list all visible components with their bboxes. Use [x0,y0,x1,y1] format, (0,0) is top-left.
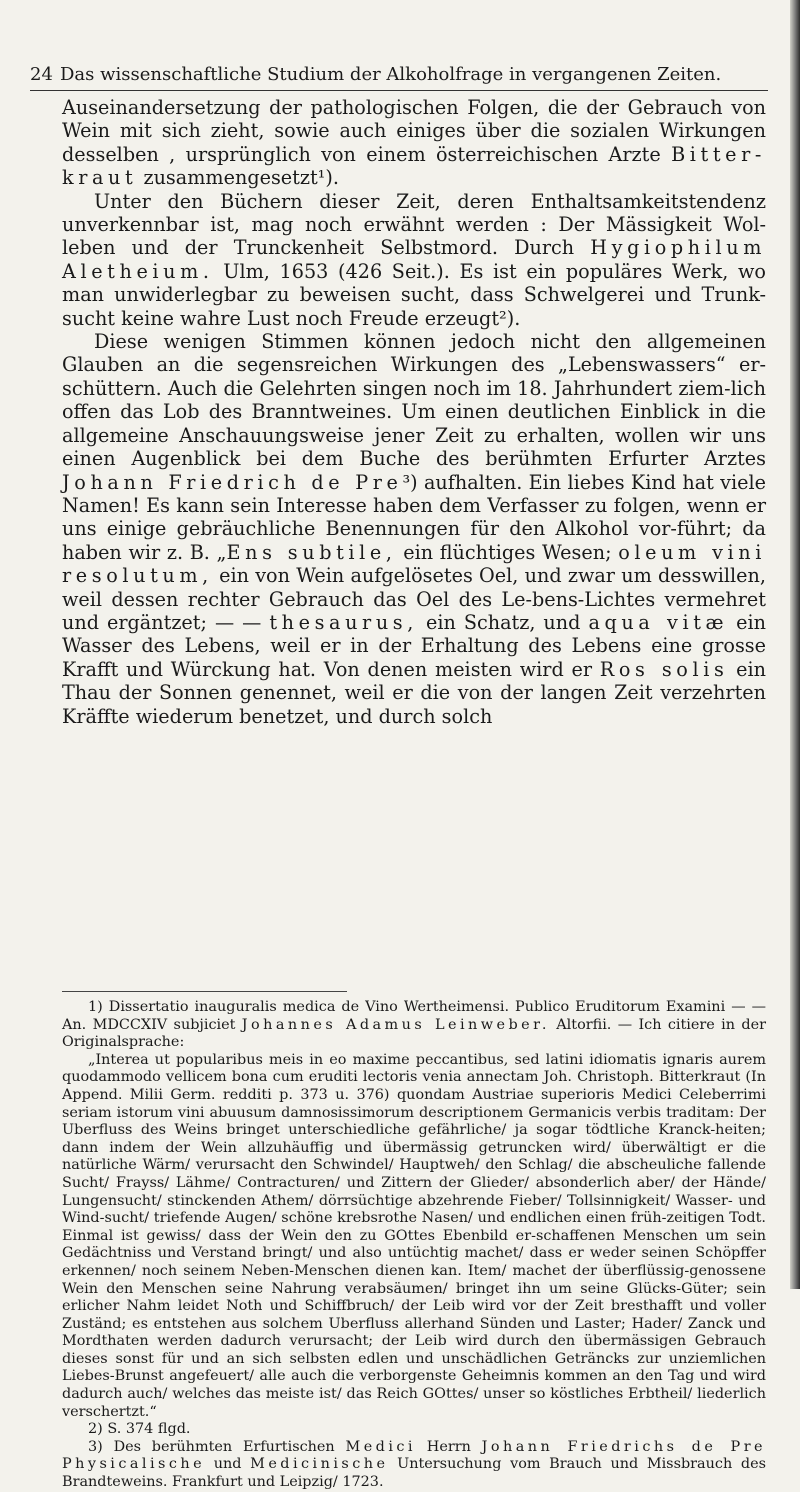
spaced-name: Hygiophilum Aletheium. [62,236,766,283]
running-title: Das wissenschaftliche Studium der Alkoholfrage in vergangenen Zeiten. [60,64,722,85]
text-run: Unter den Büchern dieser Zeit, deren Enthaltsamkeitstendenz unverkennbar ist, mag noch erwähnt werden : Der Mässigkeit Wol-leben und der Trunckenheit Selbstmord. Durch [62,189,766,260]
spaced-name: Bitter-kraut [62,142,766,190]
spaced-term: Medici [345,1438,416,1455]
text-run: Diese wenigen Stimmen können jedoch nicht den allgemeinen Glauben an die segensreichen Wirkungen des „Lebenswassers“ er-schüttern. Auch die Gelehrten singen noch im 18. Jahrhundert ziem-lich offen das Lob des Branntweines. Um einen deutlichen Einblick in die allgemeine Anschauungsweise jener Zeit zu erhalten, wollen wir uns einen Augenblick bei dem Buche des berühmten Erfurter Arztes [62,330,766,471]
footnote-1-quote: „Interea ut popularibus meis in eo maxime peccantibus, sed latini idiomatis ignaris aurem quodammodo vellicem bona cum eruditi lectoris venia annectam Joh. Christoph. Bitterkraut (In Append. Milii Germ. redditi p. 373 u. 376) quondam Austriae superioris Medici Celeberrimi seriam istorum vini abuusum damnosissimorum descriptionem Germanicis verbis traditam: Der Uberfluss des Weins bringet unterschiedliche gefährliche/ ja sogar tödtliche Kranck-heiten; dann indem der Wein allzuhäuffig und übermässig getruncken wird/ überwältigt er die natürliche Wärm/ verursacht den Schwindel/ Hauptweh/ den Schlag/ die abscheuliche fallende Sucht/ Frayss/ Lähme/ Contracturen/ und Zittern der Glieder/ absonderlich aber/ der Hände/ Lungensucht/ stinckenden Athem/ dörrsüchtige abzehrende Fieber/ Tollsinnigkeit/ Wasser- und Wind-sucht/ triefende Augen/ schöne krebsrothe Nasen/ und endlichen einen früh-zeitigen Todt. Einmal ist gewiss/ dass der Wein den zu GOttes Ebenbild er-schaffenen Menschen um sein Gedächtniss und Verstand bringt/ und also untüchtig machet/ dass er weder seinen Schöpffer erkennen/ noch seinem Neben-Menschen dienen kan. Item/ machet der überflüssig-genossene Wein den Menschen seine Nahrung verabsäumen/ bringet ihn um seine Glücks-Güter; sein erlicher Nahm leidet Noth und Schiffbruch/ der Leib wird vor der Zeit bresthafft und voller Zuständ; es entstehen aus solchem Uberfluss allerhand Sünden und Laster; Hader/ Zanck und Mordthaten werden dadurch verursacht; der Leib wird durch den übermässigen Gebrauch dieses sonst für und an sich selbsten edlen und unschädlichen Geträncks zur unziemlichen Liebes-Brunst angefeuert/ alle auch die verborgenste Geheimnis kommen an den Tag und wird dadurch auch/ welches das meiste ist/ das Reich GOttes/ unser so köstliches Erbtheil/ liederlich verschertzt.“ [62,1051,766,1420]
paragraph-1 [62,96,766,190]
main-text [62,96,766,728]
text-run: Auseinandersetzung der pathologischen Folgen, die der Gebrauch von Wein mit sich zieht, sowie auch einiges über die sozialen Wirkungen desselben , ursprünglich von einem österreichischen Arzte [62,96,766,166]
spaced-term: Ens subtile, [226,540,397,564]
footnote-3 [62,1439,766,1492]
text-run: Altorfii. — Ich citiere in der Originalsprache: [62,1016,766,1051]
text-run: ³) aufhalten. Ein liebes Kind hat viele Namen! Es kann sein Interesse haben dem Verfasser zu folgen, wenn er uns einige gebräuchliche Benennungen für den Alkohol vor-führt; da haben wir z. B. „ [62,470,766,564]
spaced-name: Johann Friedrichs de Pre Physicalische [62,1438,766,1473]
spaced-term: aqua vitæ [588,610,729,634]
paragraph-2 [62,190,766,330]
spaced-term: Medicinische [250,1456,389,1473]
spaced-name: Johannes Adamus Leinweber. [241,1016,550,1033]
footnotes [62,999,766,1492]
spaced-term: oleum vini resolutum, [62,540,767,588]
page-edge-shadow [790,0,800,1289]
running-header [30,64,770,86]
text-run: Untersuchung vom Brauch und Missbrauch des Brandteweins. Frankfurt und Leipzig/ 1723. [62,1456,766,1491]
text-run: Herrn [415,1438,482,1455]
footnote-1 [62,999,766,1052]
text-run: ein Thau der Sonnen genennet, weil er die von der langen Zeit verzehrten Kräffte wiederum benetzet, und durch solch [62,657,767,728]
page-number: 24 [30,64,53,85]
footnote-2: 2) S. 374 flgd. [88,1421,191,1438]
text-run: ein von Wein aufgelösetes Oel, und zwar um desswillen, weil dessen rechter Gebrauch das Oel des Le-bens-Lichtes vermehret und ergäntzet; — — [62,564,766,634]
text-run: 1) Dissertatio inauguralis medica de Vino Wertheimensi. Publico Eruditorum Examini — — An. MDCCXIV subjiciet [62,999,766,1033]
text-run: und [205,1456,251,1473]
spaced-term: Ros solis [599,657,729,681]
header-rule [30,90,768,91]
spaced-term: thesaurus, [269,610,418,634]
footnote-rule [62,991,347,992]
text-run: Ulm, 1653 (426 Seit.). Es ist ein populäres Werk, wo man unwiderlegbar zu beweisen sucht, dass Schwelgerei und Trunk-sucht keine wahre Lust noch Freude erzeugt²). [62,259,766,330]
paragraph-3 [62,330,766,728]
text-run: ein Schatz, und [417,610,589,634]
text-run: ein flüchtiges Wesen; [396,540,619,564]
text-run: 3) Des berühmten Erfurtischen [88,1438,346,1455]
spaced-name: Johann Friedrich de Pre [62,470,403,494]
text-run: ein Wasser des Lebens, weil er in der Erhaltung des Lebens eine grosse Krafft und Würckung hat. Von denen meisten wird er [62,610,767,681]
text-run: zusammengesetzt¹). [137,166,339,190]
